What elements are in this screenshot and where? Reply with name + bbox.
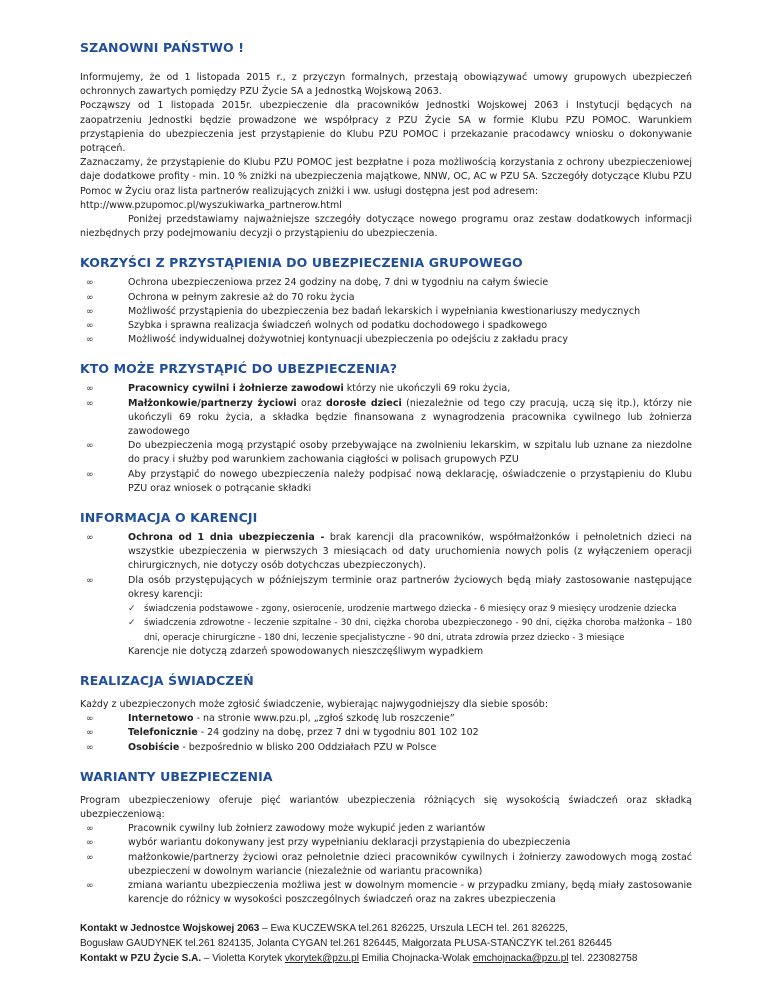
list-item: ∞ Internetowo - na stronie www.pzu.pl, „zgłoś szkodę lub roszczenie” [80,712,692,726]
infinity-bullet-icon: ∞ [86,852,94,863]
partners-url[interactable]: http://www.pzupomoc.pl/wyszukiwarka_partnerow.html [80,199,342,211]
claims-intro: Każdy z ubezpieczonych może zgłosić świadczenie, wybierając najwygodniejszy dla siebie sposób: [80,698,549,710]
benefits-list [80,276,692,347]
variants-title: WARIANTY UBEZPIECZENIA [80,768,273,784]
infinity-bullet-icon: ∞ [86,728,94,739]
infinity-bullet-icon: ∞ [86,575,94,586]
email-link-chojnacka[interactable]: emchojnacka@pzu.pl [472,953,569,965]
list-item: ∞ Dla osób przystępujących w późniejszym terminie oraz partnerów życiowych będą miały zastosowanie następujące okresy karencji: [86,574,692,600]
infinity-bullet-icon: ∞ [86,278,94,289]
check-icon: ✓ [128,604,136,615]
check-icon: ✓ [128,618,136,629]
document-page [80,40,692,966]
list-item: ∞ zmiana wariantu ubezpieczenia możliwa jest w dowolnym momencie - w przypadku zmiany, będą miały zastosowanie karencje do różnicy w wysokości poszczególnych świadczeń oraz na zakres ubezpieczenia [86,879,692,906]
infinity-bullet-icon: ∞ [86,384,94,395]
who-section [80,361,692,496]
list-item: ∞ Pracownik cywilny lub żołnierz zawodowy może wykupić jeden z wariantów [80,822,692,836]
infinity-bullet-icon: ∞ [86,398,94,409]
list-item: ∞ Ochrona w pełnym zakresie aż do 70 roku życia [80,291,692,305]
contact-line-1: Kontakt w Jednostce Wojskowej 2063 – Ewa KUCZEWSKA tel.261 826225, Urszula LECH tel. 261 826225, [80,923,568,935]
infinity-bullet-icon: ∞ [86,335,94,346]
karencja-note: Karencje nie dotyczą zdarzeń spowodowanych nieszczęśliwym wypadkiem [128,645,484,657]
list-item: ∞ Ochrona ubezpieczeniowa przez 24 godziny na dobę, 7 dni w tygodniu na całym świecie [80,276,692,290]
list-item: ∞ małżonkowie/partnerzy życiowi oraz pełnoletnie dzieci pracowników cywilnych i żołnierzy zawodowych mogą zostać ubezpieczeni w dowolnym wariancie (niezależnie od wariantu pracownika) [86,851,692,877]
list-item: ∞ wybór wariantu dokonywany jest przy wypełnianiu deklaracji przystąpienia do ubezpieczenia [80,836,692,850]
variants-list [80,822,692,907]
contact-block [80,921,692,966]
infinity-bullet-icon: ∞ [86,742,94,753]
list-item: ∞ Do ubezpieczenia mogą przystąpić osoby przebywające na zwolnieniu lekarskim, w szpitalu lub uznane za niezdolne do pracy i służby pod warunkiem zachowania ciągłości w polisach grupowych PZU [86,440,692,466]
karencja-section [80,510,692,659]
infinity-bullet-icon: ∞ [86,469,94,480]
list-item: ✓ świadczenia podstawowe - zgony, osierocenie, urodzenie martwego dziecka - 6 miesięcy oraz 9 miesięcy urodzenie dziecka [80,602,692,616]
claims-list [80,712,692,755]
list-item: ∞ Małżonkowie/partnerzy życiowi oraz dorosłe dzieci (niezależnie od tego czy pracują, uczą się itp.), którzy nie ukończyli 69 roku życia, a składka będzie finansowana z wynagrodzenia pracownika cywilnego lub żołnierza zawodowego [86,397,692,438]
list-item: ∞ Osobiście - bezpośrednio w blisko 200 Oddziałach PZU w Polsce [80,741,692,755]
claims-title: REALIZACJA ŚWIADCZEŃ [80,672,254,688]
list-item: ∞ Aby przystąpić do nowego ubezpieczenia należy podpisać nową deklarację, oświadczenie o przystąpieniu do Klubu PZU oraz wniosek o potrącanie składki [86,468,692,494]
infinity-bullet-icon: ∞ [86,306,94,317]
karencja-title: INFORMACJA O KARENCJI [80,510,258,526]
infinity-bullet-icon: ∞ [86,321,94,332]
intro-paragraph-3: Zaznaczamy, że przystąpienie do Klubu PZU POMOC jest bezpłatne i poza możliwością korzystania z ochrony ubezpieczeniowej daje dodatkowe profity - min. 10 % zniżki na ubezpieczenia majątkowe, NNW, OC, AC w PZU SA. Szczegóły dotyczące Klubu PZU Pomoc w Życiu oraz lista partnerów realizujących zniżki i ww. usługi dostępna jest pod adresem: [80,157,692,197]
infinity-bullet-icon: ∞ [86,838,94,849]
list-item: ∞ Telefonicznie - 24 godziny na dobę, przez 7 dni w tygodniu 801 102 102 [80,726,692,740]
list-item: ✓ świadczenia zdrowotne - leczenie szpitalne - 30 dni, ciężka choroba ubezpieczonego - 90 dni, ciężka choroba małżonka – 180 dni, operacje chirurgiczne - 180 dni, leczenie specjalistyczne - 90 dni, utrata zdrowia przez dziecko - 3 miesiące [128,618,692,643]
infinity-bullet-icon: ∞ [86,441,94,452]
who-list [80,382,692,496]
contact-line-3: Kontakt w PZU Życie S.A. – Violetta Korytek vkorytek@pzu.pl Emilia Chojnacka-Wolak emchojnacka@pzu.pl tel. 223082758 [80,953,638,965]
claims-section [80,673,692,755]
intro-paragraph-1: Informujemy, że od 1 listopada 2015 r., z przyczyn formalnych, przestają obowiązywać umowy grupowych ubezpieczeń ochronnych zawartych pomiędzy PZU Życie SA a Jednostką Wojskową 2063. [80,72,692,98]
karencja-sublist [80,602,692,645]
infinity-bullet-icon: ∞ [86,533,94,544]
email-link-korytek[interactable]: vkorytek@pzu.pl [284,953,359,965]
benefits-title: KORZYŚCI Z PRZYSTĄPIENIA DO UBEZPIECZENIA GRUPOWEGO [80,255,523,271]
infinity-bullet-icon: ∞ [86,714,94,725]
intro-paragraph-4: Poniżej przedstawiamy najważniejsze szczegóły dotyczące nowego programu oraz zestaw dodatkowych informacji niezbędnych przy podejmowaniu decyzji o przystąpieniu do ubezpieczenia. [80,214,692,240]
intro-paragraph-2: Począwszy od 1 listopada 2015r. ubezpieczenie dla pracowników Jednostki Wojskowej 2063 i Instytucji będących na zaopatrzeniu Jednostki będzie prowadzone we współpracy z PZU Życie SA w formie Klubu PZU POMOC. Warunkiem przystąpienia do ubezpieczenia jest przystąpienie do Klubu PZU POMOC i przekazanie pracodawcy wniosku o dokonywanie potrąceń. [80,100,692,155]
infinity-bullet-icon: ∞ [86,292,94,303]
list-item: ∞ Szybka i sprawna realizacja świadczeń wolnych od podatku dochodowego i spadkowego [80,319,692,333]
list-item: ∞ Ochrona od 1 dnia ubezpieczenia - brak karencji dla pracowników, współmałżonków i pełnoletnich dzieci na wszystkie ubezpieczenia w pierwszych 3 miesiącach od daty uruchomienia nowych polis (z wyłączeniem operacji chirurgicznych, nie dotyczy osób dotychczas ubezpieczonych). [86,532,693,572]
infinity-bullet-icon: ∞ [86,824,94,835]
infinity-bullet-icon: ∞ [86,880,94,891]
benefits-section [80,255,692,347]
intro-title: SZANOWNI PAŃSTWO ! [80,40,245,55]
karencja-list [80,531,692,602]
list-item: ∞ Pracownicy cywilni i żołnierze zawodowi którzy nie ukończyli 69 roku życia, [80,382,692,396]
contact-line-2: Bogusław GAUDYNEK tel.261 824135, Jolanta CYGAN tel.261 826445, Małgorzata PŁUSA-STAŃCZYK tel.261 826445 [80,938,612,950]
list-item: ∞ Możliwość przystąpienia do ubezpieczenia bez badań lekarskich i wypełniania kwestionariuszy medycznych [80,305,692,319]
variants-section [80,769,692,908]
who-title: KTO MOŻE PRZYSTĄPIĆ DO UBEZPIECZENIA? [80,361,398,377]
list-item: ∞ Możliwość indywidualnej dożywotniej kontynuacji ubezpieczenia po odejściu z zakładu pracy [80,333,692,347]
variants-intro: Program ubezpieczeniowy oferuje pięć wariantów ubezpieczenia różniących się wysokością świadczeń oraz składką ubezpieczeniową: [80,794,692,820]
